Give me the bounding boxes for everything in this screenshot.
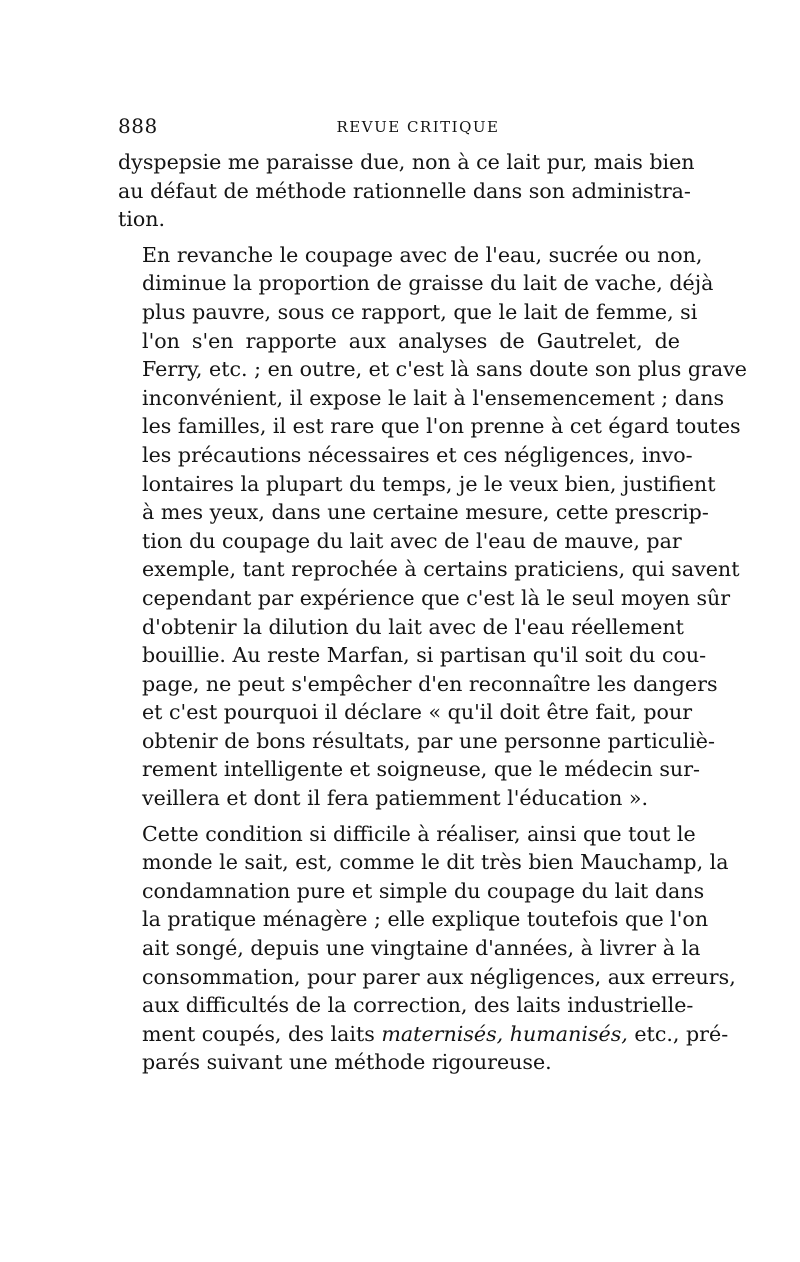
text-line: exemple, tant reprochée à certains praticiens, qui savent: [142, 557, 740, 582]
text-line: monde le sait, est, comme le dit très bien Mauchamp, la: [142, 850, 729, 875]
text-line: veillera et dont il fera patiemment l'éducation ».: [142, 786, 649, 811]
text-line: consommation, pour parer aux négligences, aux erreurs,: [142, 964, 736, 989]
italic-term: humanisés,: [509, 1021, 628, 1046]
text-line: à mes yeux, dans une certaine mesure, cette prescrip-: [142, 500, 709, 525]
text-line: Cette condition si difficile à réaliser, ainsi que tout le: [142, 821, 696, 846]
line-start: ment coupés, des laits: [142, 1021, 382, 1046]
text-line: la pratique ménagère ; elle explique toutefois que l'on: [142, 907, 709, 932]
text-line: dyspepsie me paraisse due, non à ce lait pur, mais bien: [118, 150, 695, 174]
text-line: les précautions nécessaires et ces négligences, invo-: [142, 442, 693, 467]
paragraph-2: [118, 241, 747, 813]
text-line: les familles, il est rare que l'on prenne à cet égard toutes: [142, 414, 741, 439]
text-line: ait songé, depuis une vingtaine d'années, à livrer à la: [142, 936, 701, 961]
text-line: inconvénient, il expose le lait à l'ensemencement ; dans: [142, 385, 725, 410]
text-line: Ferry, etc. ; en outre, et c'est là sans doute son plus grave: [142, 357, 747, 382]
text-line: lontaires la plupart du temps, je le veux bien, justifient: [142, 471, 716, 496]
text-line: bouillie. Au reste Marfan, si partisan qu'il soit du cou-: [142, 643, 707, 668]
body-text: [118, 148, 747, 1077]
text-line: et c'est pourquoi il déclare « qu'il doit être fait, pour: [142, 700, 693, 725]
paragraph-3: [118, 820, 736, 1077]
italic-term: maternisés,: [381, 1021, 504, 1046]
text-line: diminue la proportion de graisse du lait de vache, déjà: [142, 271, 714, 296]
text-line: obtenir de bons résultats, par une personne particuliè-: [142, 728, 715, 753]
line-end: etc., pré-: [627, 1021, 729, 1046]
text-line: parés suivant une méthode rigoureuse.: [142, 1050, 552, 1075]
running-title: REVUE CRITIQUE: [336, 118, 500, 136]
text-line: plus pauvre, sous ce rapport, que le lait de femme, si: [142, 299, 698, 324]
text-line: tion.: [118, 207, 166, 232]
text-line-with-italics: [118, 1020, 729, 1049]
text-line: au défaut de méthode rationnelle dans son administra-: [118, 178, 691, 203]
text-line: aux difficultés de la correction, des laits industrielle-: [142, 993, 694, 1018]
text-line: page, ne peut s'empêcher d'en reconnaître les dangers: [142, 671, 718, 696]
text-line: En revanche le coupage avec de l'eau, sucrée ou non,: [142, 242, 703, 267]
page-number: 888: [118, 114, 158, 138]
text-line: rement intelligente et soigneuse, que le médecin sur-: [142, 757, 701, 782]
text-line: cependant par expérience que c'est là le seul moyen sûr: [142, 585, 731, 610]
paragraph-1: [118, 148, 695, 234]
text-line: l'on s'en rapporte aux analyses de Gautrelet, de: [142, 328, 680, 353]
text-line: tion du coupage du lait avec de l'eau de mauve, par: [142, 528, 682, 553]
text-line: d'obtenir la dilution du lait avec de l'eau réellement: [142, 614, 684, 639]
page-header: [118, 114, 678, 144]
text-line: condamnation pure et simple du coupage du lait dans: [142, 878, 705, 903]
